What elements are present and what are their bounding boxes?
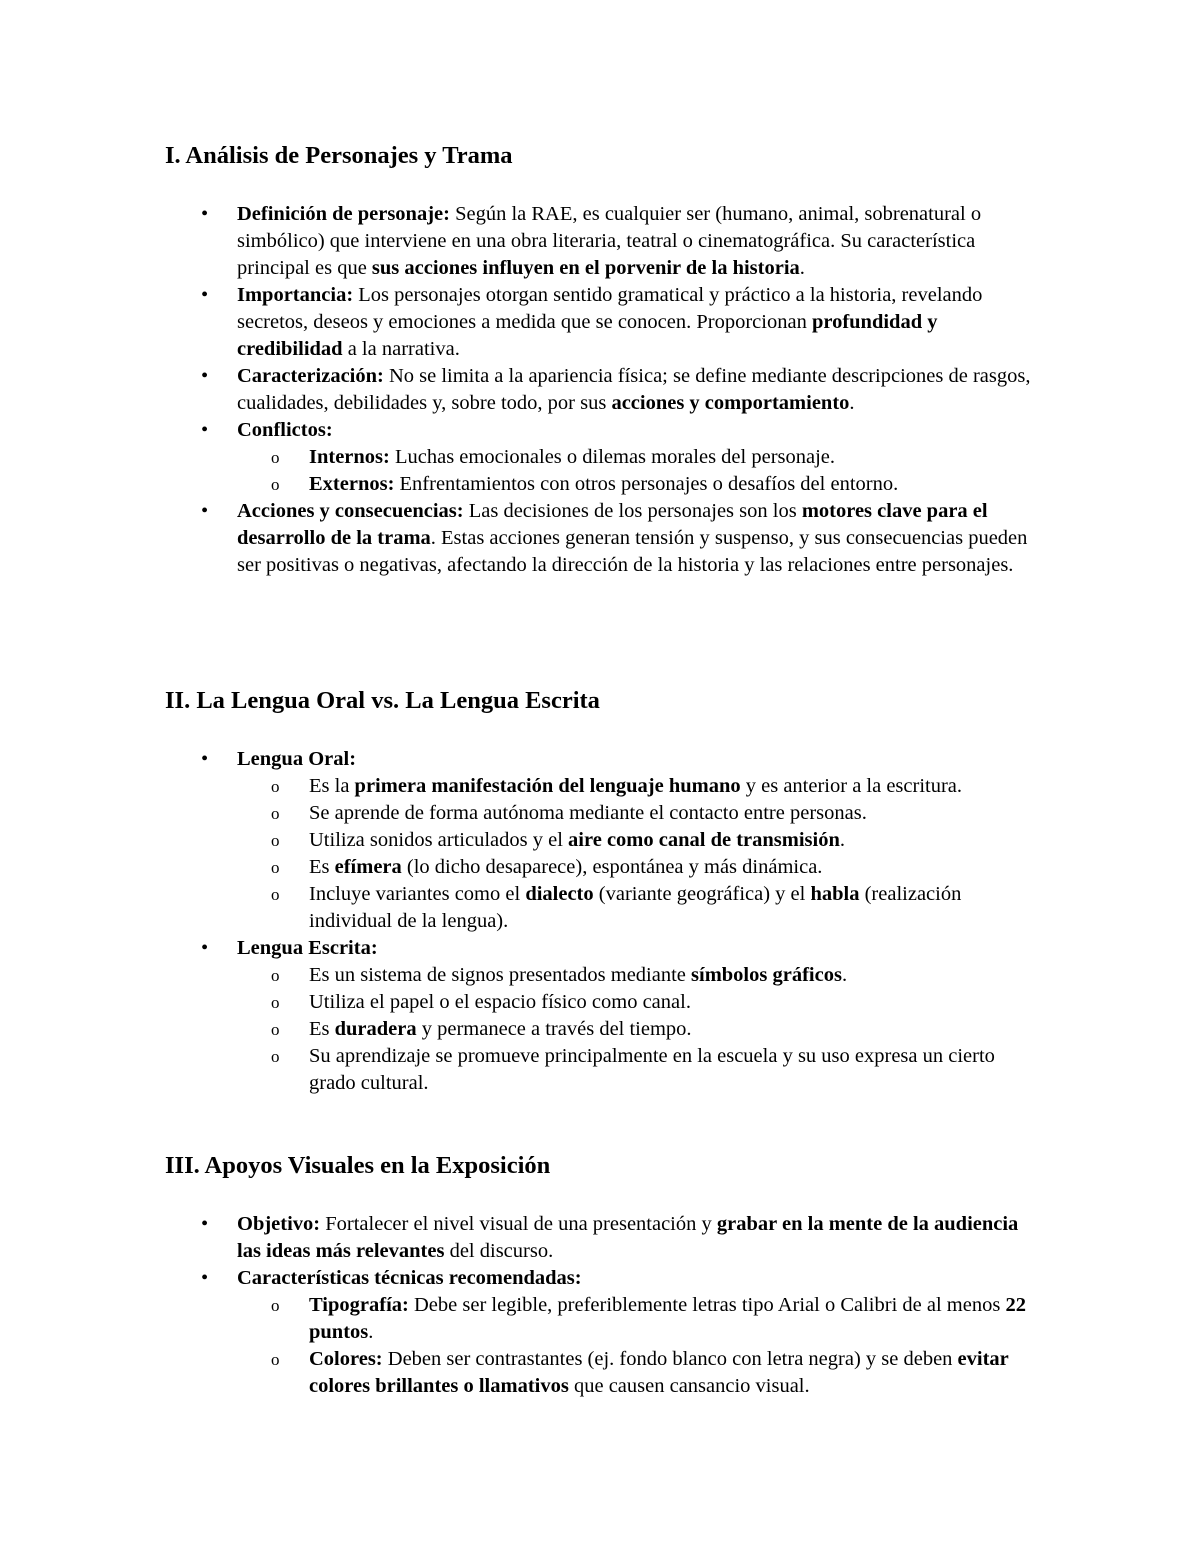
item-text: Definición de personaje: Según la RAE, es cualquier ser (humano, animal, sobrenatural o simbólico) que interviene en una obra literaria, teatral o cinematográfica. Su característica principal es que sus acciones influyen en el porvenir de la historia. xyxy=(237,203,982,279)
sub-list-item xyxy=(237,1346,1045,1400)
bold-text: Colores: xyxy=(309,1348,383,1370)
circle-bullet-icon: o xyxy=(271,885,280,904)
item-text: Acciones y consecuencias: Las decisiones de los personajes son los motores clave para el desarrollo de la trama. Estas acciones generan tensión y suspenso, y sus consecuencias pueden ser positivas o negativas, afectando la dirección de la historia y las relaciones entre personajes. xyxy=(237,500,1028,576)
circle-bullet-icon: o xyxy=(271,1020,280,1039)
item-text: Externos: Enfrentamientos con otros personajes o desafíos del entorno. xyxy=(309,473,899,495)
circle-bullet-icon: o xyxy=(271,777,280,796)
circle-bullet-icon: o xyxy=(271,475,280,494)
bullet-list xyxy=(165,1211,1045,1400)
sub-list-item xyxy=(237,827,1045,854)
item-text: Colores: Deben ser contrastantes (ej. fondo blanco con letra negra) y se deben evitar colores brillantes o llamativos que causen cansancio visual. xyxy=(309,1348,1009,1397)
list-item xyxy=(165,746,1045,935)
circle-bullet-icon: o xyxy=(271,1350,280,1369)
list-item xyxy=(165,935,1045,1097)
item-text: Utiliza el papel o el espacio físico como canal. xyxy=(309,991,691,1013)
list-item xyxy=(165,363,1045,417)
section-lengua xyxy=(165,685,1045,1097)
sub-list-item xyxy=(237,1292,1045,1346)
section-heading: II. La Lengua Oral vs. La Lengua Escrita xyxy=(165,687,600,714)
bullet-icon: • xyxy=(201,1267,209,1289)
section-apoyos xyxy=(165,1150,1045,1400)
bold-text: Acciones y consecuencias: xyxy=(237,500,464,522)
bold-text: duradera xyxy=(334,1018,417,1040)
item-text: Caracterización: No se limita a la apariencia física; se define mediante descripciones de rasgos, cualidades, debilidades y, sobre todo, por sus acciones y comportamiento. xyxy=(237,365,1031,414)
bullet-icon: • xyxy=(201,937,209,959)
sub-list xyxy=(237,773,1045,935)
bold-text: Internos: xyxy=(309,446,390,468)
bullet-icon: • xyxy=(201,1213,209,1235)
circle-bullet-icon: o xyxy=(271,1047,280,1066)
bold-text: Características técnicas recomendadas: xyxy=(237,1267,582,1289)
section-heading: III. Apoyos Visuales en la Exposición xyxy=(165,1152,551,1179)
bold-text: Tipografía: xyxy=(309,1294,409,1316)
bold-text: grabar en la mente de la audiencia las ideas más relevantes xyxy=(237,1213,1019,1262)
item-text: Es duradera y permanece a través del tiempo. xyxy=(309,1018,692,1040)
item-text: Importancia: Los personajes otorgan sentido gramatical y práctico a la historia, revelando secretos, deseos y emociones a medida que se conocen. Proporcionan profundidad y credibilidad a la narrativa. xyxy=(237,284,983,360)
item-text xyxy=(237,937,378,959)
bold-text: Lengua Oral: xyxy=(237,748,357,770)
circle-bullet-icon: o xyxy=(271,966,280,985)
sub-list-item xyxy=(237,962,1045,989)
bold-text: Conflictos: xyxy=(237,419,333,441)
sub-list-item xyxy=(237,773,1045,800)
bold-text: Lengua Escrita: xyxy=(237,937,378,959)
circle-bullet-icon: o xyxy=(271,804,280,823)
item-text: Se aprende de forma autónoma mediante el contacto entre personas. xyxy=(309,802,867,824)
item-text xyxy=(237,419,333,441)
section-heading: I. Análisis de Personajes y Trama xyxy=(165,142,513,169)
sub-list-item xyxy=(237,854,1045,881)
list-item xyxy=(165,1265,1045,1400)
sub-list-item xyxy=(237,444,1045,471)
bold-text: primera manifestación del lenguaje humano xyxy=(354,775,741,797)
sub-list-item xyxy=(237,989,1045,1016)
item-text xyxy=(237,1267,582,1289)
sub-list xyxy=(237,1292,1045,1400)
circle-bullet-icon: o xyxy=(271,1296,280,1315)
item-text: Tipografía: Debe ser legible, preferiblemente letras tipo Arial o Calibri de al menos 22 puntos. xyxy=(309,1294,1026,1343)
bold-text: Caracterización: xyxy=(237,365,384,387)
circle-bullet-icon: o xyxy=(271,993,280,1012)
item-text: Es un sistema de signos presentados mediante símbolos gráficos. xyxy=(309,964,848,986)
sub-list-item xyxy=(237,1043,1045,1097)
bold-text: efímera xyxy=(334,856,402,878)
bullet-icon: • xyxy=(201,284,209,306)
list-item xyxy=(165,498,1045,579)
bold-text: profundidad y credibilidad xyxy=(237,311,938,360)
bullet-list xyxy=(165,201,1045,579)
bold-text: Objetivo: xyxy=(237,1213,321,1235)
sub-list-item xyxy=(237,881,1045,935)
bold-text: evitar colores brillantes o llamativos xyxy=(309,1348,1009,1397)
item-text: Su aprendizaje se promueve principalmente en la escuela y su uso expresa un cierto grado cultural. xyxy=(309,1045,995,1094)
bullet-icon: • xyxy=(201,203,209,225)
bullet-icon: • xyxy=(201,419,209,441)
sub-list xyxy=(237,962,1045,1097)
bold-text: aire como canal de transmisión xyxy=(568,829,840,851)
bold-text: Externos: xyxy=(309,473,395,495)
bold-text: dialecto xyxy=(525,883,594,905)
item-text: Incluye variantes como el dialecto (variante geográfica) y el habla (realización individual de la lengua). xyxy=(309,883,962,932)
item-text: Es efímera (lo dicho desaparece), espontánea y más dinámica. xyxy=(309,856,823,878)
bold-text: símbolos gráficos xyxy=(691,964,842,986)
section-personajes xyxy=(165,140,1045,579)
bold-text: habla xyxy=(810,883,860,905)
bold-text: Importancia: xyxy=(237,284,354,306)
sub-list-item xyxy=(237,800,1045,827)
item-text: Objetivo: Fortalecer el nivel visual de una presentación y grabar en la mente de la audiencia las ideas más relevantes del discurso. xyxy=(237,1213,1019,1262)
bullet-icon: • xyxy=(201,748,209,770)
bold-text: sus acciones influyen en el porvenir de la historia xyxy=(371,257,800,279)
sub-list-item xyxy=(237,471,1045,498)
item-text: Internos: Luchas emocionales o dilemas morales del personaje. xyxy=(309,446,836,468)
bold-text: motores clave para el desarrollo de la trama xyxy=(237,500,988,549)
bold-text: 22 puntos xyxy=(309,1294,1026,1343)
bullet-icon: • xyxy=(201,500,209,522)
circle-bullet-icon: o xyxy=(271,858,280,877)
bold-text: acciones y comportamiento xyxy=(611,392,850,414)
bold-text: Definición de personaje: xyxy=(237,203,450,225)
item-text: Es la primera manifestación del lenguaje humano y es anterior a la escritura. xyxy=(309,775,963,797)
item-text: Utiliza sonidos articulados y el aire como canal de transmisión. xyxy=(309,829,845,851)
list-item xyxy=(165,282,1045,363)
bullet-icon: • xyxy=(201,365,209,387)
list-item xyxy=(165,1211,1045,1265)
item-text xyxy=(237,748,356,770)
circle-bullet-icon: o xyxy=(271,448,280,467)
bullet-list xyxy=(165,746,1045,1097)
list-item xyxy=(165,201,1045,282)
sub-list xyxy=(237,444,1045,498)
circle-bullet-icon: o xyxy=(271,831,280,850)
sub-list-item xyxy=(237,1016,1045,1043)
list-item xyxy=(165,417,1045,498)
